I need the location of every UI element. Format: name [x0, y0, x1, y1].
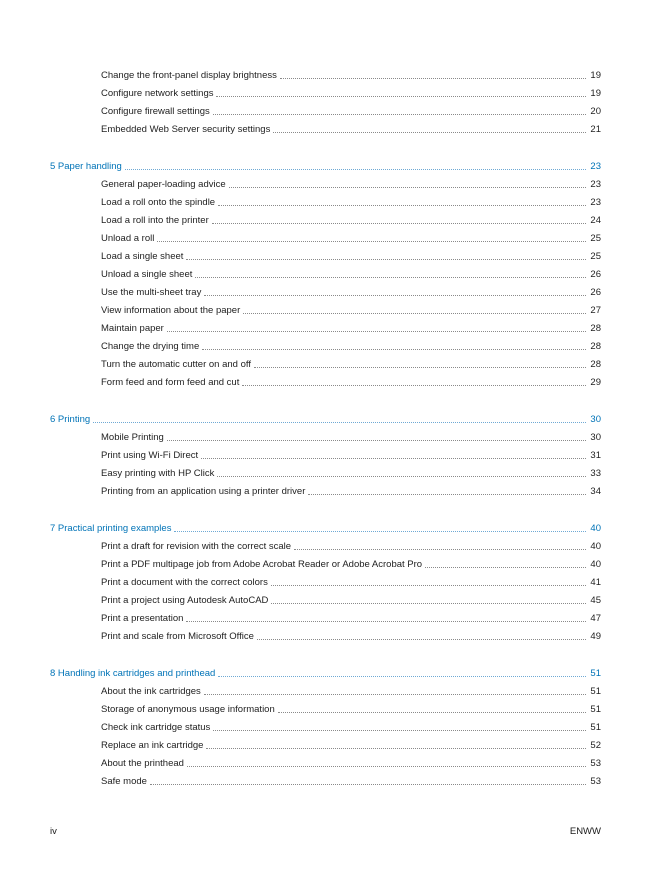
toc-entry[interactable]: [50, 734, 601, 752]
toc-entry[interactable]: [50, 335, 601, 353]
toc-entry-title: About the printhead: [101, 758, 184, 769]
toc-entry-title: Print a document with the correct colors: [101, 577, 268, 588]
toc-entry-title: Print a presentation: [101, 613, 184, 624]
toc-entry-title: Print using Wi-Fi Direct: [101, 450, 199, 461]
dot-leader: [271, 603, 586, 604]
toc-entry[interactable]: [50, 716, 601, 734]
footer-page-number: iv: [50, 826, 57, 837]
toc-entry-page: 34: [590, 486, 601, 497]
dot-leader: [212, 223, 586, 224]
toc-chapter-practical-printing-examples[interactable]: [50, 517, 601, 535]
dot-leader: [213, 114, 586, 115]
toc-entry-title: Form feed and form feed and cut: [101, 377, 240, 388]
toc-entry[interactable]: [50, 317, 601, 335]
toc-entry-title: Print and scale from Microsoft Office: [101, 631, 254, 642]
toc-entry[interactable]: [50, 82, 601, 100]
dot-leader: [242, 385, 586, 386]
dot-leader: [157, 241, 586, 242]
dot-leader: [93, 422, 586, 423]
toc-chapter-page: 23: [590, 161, 601, 172]
toc-entry-page: 30: [590, 432, 601, 443]
dot-leader: [174, 531, 586, 532]
dot-leader: [187, 766, 586, 767]
toc-entry[interactable]: [50, 680, 601, 698]
dot-leader: [243, 313, 586, 314]
toc-entry[interactable]: [50, 462, 601, 480]
table-of-contents: [50, 64, 601, 788]
toc-entry-page: 23: [590, 179, 601, 190]
toc-entry-title: Configure firewall settings: [101, 106, 210, 117]
toc-entry-page: 52: [590, 740, 601, 751]
toc-entry-title: Print a PDF multipage job from Adobe Acrobat Reader or Adobe Acrobat Pro: [101, 559, 423, 570]
toc-entry[interactable]: [50, 698, 601, 716]
toc-entry[interactable]: [50, 426, 601, 444]
toc-chapter-page: 40: [590, 523, 601, 534]
dot-leader: [280, 78, 586, 79]
toc-entry-title: Check ink cartridge status: [101, 722, 211, 733]
dot-leader: [167, 440, 586, 441]
toc-entry-page: 31: [590, 450, 601, 461]
dot-leader: [218, 676, 586, 677]
toc-entry[interactable]: [50, 209, 601, 227]
toc-entry[interactable]: [50, 118, 601, 136]
dot-leader: [201, 458, 586, 459]
toc-entry-title: Storage of anonymous usage information: [101, 704, 275, 715]
toc-entry-title: Replace an ink cartridge: [101, 740, 204, 751]
dot-leader: [254, 367, 586, 368]
toc-entry-page: 19: [590, 70, 601, 81]
dot-leader: [308, 494, 586, 495]
toc-entry-page: 45: [590, 595, 601, 606]
dot-leader: [204, 694, 586, 695]
toc-entry-title: Unload a roll: [101, 233, 155, 244]
toc-chapter-ink-cartridges[interactable]: [50, 662, 601, 680]
toc-entry[interactable]: [50, 100, 601, 118]
toc-entry-title: Mobile Printing: [101, 432, 164, 443]
toc-entry-page: 29: [590, 377, 601, 388]
toc-entry-title: Load a roll into the printer: [101, 215, 209, 226]
toc-entry[interactable]: [50, 752, 601, 770]
toc-entry[interactable]: [50, 535, 601, 553]
toc-chapter-page: 30: [590, 414, 601, 425]
toc-entry[interactable]: [50, 770, 601, 788]
dot-leader: [257, 639, 586, 640]
dot-leader: [204, 295, 586, 296]
toc-entry-page: 28: [590, 359, 601, 370]
toc-entry-page: 53: [590, 776, 601, 787]
toc-chapter-title: 5 Paper handling: [50, 161, 122, 172]
toc-chapter-paper-handling[interactable]: [50, 155, 601, 173]
dot-leader: [125, 169, 586, 170]
toc-entry-page: 25: [590, 233, 601, 244]
toc-entry-page: 47: [590, 613, 601, 624]
toc-entry-title: Print a draft for revision with the correct scale: [101, 541, 292, 552]
toc-entry[interactable]: [50, 371, 601, 389]
dot-leader: [278, 712, 586, 713]
toc-entry-page: 26: [590, 269, 601, 280]
toc-entry-page: 28: [590, 323, 601, 334]
toc-entry-page: 26: [590, 287, 601, 298]
toc-entry-title: Printing from an application using a printer driver: [101, 486, 306, 497]
toc-entry-page: 20: [590, 106, 601, 117]
toc-entry-page: 28: [590, 341, 601, 352]
toc-entry-page: 27: [590, 305, 601, 316]
toc-entry-page: 51: [590, 686, 601, 697]
dot-leader: [425, 567, 586, 568]
toc-entry-title: Safe mode: [101, 776, 147, 787]
toc-entry-title: Configure network settings: [101, 88, 214, 99]
toc-entry-title: Turn the automatic cutter on and off: [101, 359, 251, 370]
toc-entry-title: Maintain paper: [101, 323, 164, 334]
toc-entry-title: Change the drying time: [101, 341, 200, 352]
toc-chapter-title: 6 Printing: [50, 414, 91, 425]
toc-entry-page: 53: [590, 758, 601, 769]
toc-entry[interactable]: [50, 553, 601, 571]
toc-entry-title: Load a single sheet: [101, 251, 184, 262]
toc-entry-page: 49: [590, 631, 601, 642]
toc-entry-title: General paper-loading advice: [101, 179, 226, 190]
toc-entry-page: 41: [590, 577, 601, 588]
toc-entry-page: 19: [590, 88, 601, 99]
toc-entry[interactable]: [50, 589, 601, 607]
toc-entry-title: About the ink cartridges: [101, 686, 201, 697]
toc-entry[interactable]: [50, 173, 601, 191]
toc-entry[interactable]: [50, 281, 601, 299]
toc-entry-title: Unload a single sheet: [101, 269, 193, 280]
toc-entry-page: 25: [590, 251, 601, 262]
toc-entry-title: Print a project using Autodesk AutoCAD: [101, 595, 269, 606]
toc-entry-title: Change the front-panel display brightness: [101, 70, 277, 81]
toc-entry-page: 24: [590, 215, 601, 226]
dot-leader: [216, 96, 586, 97]
toc-entry-page: 51: [590, 722, 601, 733]
toc-chapter-page: 51: [590, 668, 601, 679]
toc-entry-page: 33: [590, 468, 601, 479]
toc-entry[interactable]: [50, 191, 601, 209]
toc-entry[interactable]: [50, 245, 601, 263]
toc-entry-title: View information about the paper: [101, 305, 241, 316]
dot-leader: [217, 476, 586, 477]
toc-entry[interactable]: [50, 263, 601, 281]
toc-entry-title: Embedded Web Server security settings: [101, 124, 271, 135]
dot-leader: [186, 621, 586, 622]
dot-leader: [202, 349, 586, 350]
dot-leader: [273, 132, 586, 133]
toc-entry[interactable]: [50, 607, 601, 625]
toc-entry[interactable]: [50, 571, 601, 589]
dot-leader: [229, 187, 586, 188]
dot-leader: [167, 331, 586, 332]
toc-entry[interactable]: [50, 299, 601, 317]
dot-leader: [271, 585, 586, 586]
toc-chapter-printing[interactable]: [50, 408, 601, 426]
toc-chapter-title: 8 Handling ink cartridges and printhead: [50, 668, 216, 679]
dot-leader: [195, 277, 586, 278]
toc-entry-page: 51: [590, 704, 601, 715]
toc-entry[interactable]: [50, 625, 601, 643]
toc-entry-page: 40: [590, 559, 601, 570]
dot-leader: [213, 730, 586, 731]
toc-entry[interactable]: [50, 444, 601, 462]
dot-leader: [218, 205, 586, 206]
toc-entry[interactable]: [50, 480, 601, 498]
toc-entry-page: 40: [590, 541, 601, 552]
toc-entry-title: Load a roll onto the spindle: [101, 197, 216, 208]
toc-entry[interactable]: [50, 353, 601, 371]
toc-entry-page: 21: [590, 124, 601, 135]
toc-entry-title: Easy printing with HP Click: [101, 468, 215, 479]
toc-entry[interactable]: [50, 64, 601, 82]
dot-leader: [150, 784, 586, 785]
toc-entry-page: 23: [590, 197, 601, 208]
dot-leader: [294, 549, 586, 550]
toc-entry[interactable]: [50, 227, 601, 245]
toc-entry-title: Use the multi-sheet tray: [101, 287, 202, 298]
dot-leader: [206, 748, 586, 749]
footer-label: ENWW: [569, 826, 601, 837]
dot-leader: [186, 259, 586, 260]
toc-chapter-title: 7 Practical printing examples: [50, 523, 172, 534]
